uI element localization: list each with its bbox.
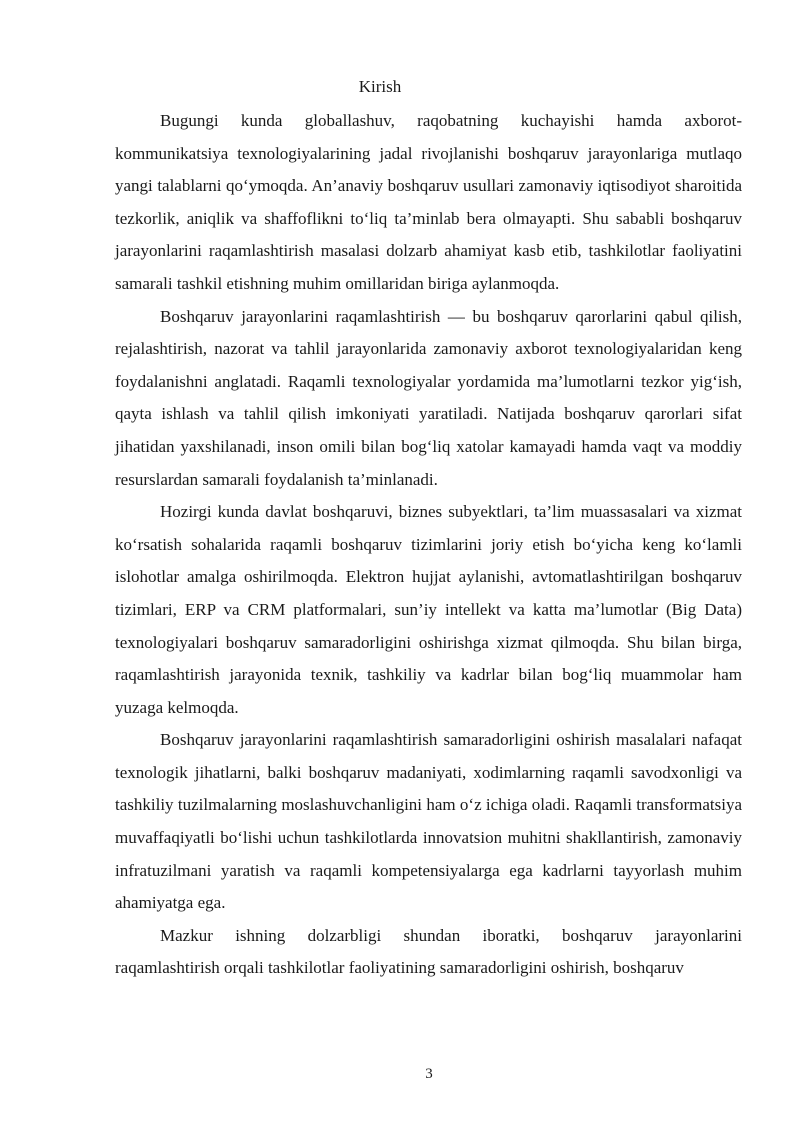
paragraph: Mazkur ishning dolzarbligi shundan iboratki, boshqaruv jarayonlarini raqamlashtirish orqali tashkilotlar faoliyatining samaradorligini oshirish, boshqaruv: [115, 925, 742, 978]
body-text: [115, 105, 742, 985]
paragraph: Boshqaruv jarayonlarini raqamlashtirish samaradorligini oshirish masalalari nafaqat texnologik jihatlarni, balki boshqaruv madaniyati, xodimlarning raqamli savodxonligi va tashkiliy tuzilmalarning moslashuvchanligini ham o‘z ichiga oladi. Raqamli transformatsiya muvaffaqiyatli bo‘lishi uchun tashkilotlarda innovatsion muhitni shakllantirish, zamonaviy infratuzilmani yaratish va raqamli kompetensiyalarga ega kadrlarni tayyorlash muhim ahamiyatga ega.: [115, 730, 742, 913]
paragraph: Bugungi kunda globallashuv, raqobatning kuchayishi hamda axborot-kommunikatsiya texnologiyalarining jadal rivojlanishi boshqaruv jarayonlariga mutlaqo yangi talablarni qo‘ymoqda. An’anaviy boshqaruv usullari zamonaviy iqtisodiyot sharoitida tezkorlik, aniqlik va shaffoflikni to‘liq ta’minlab bera olmayapti. Shu sababli boshqaruv jarayonlarini raqamlashtirish masalasi dolzarb ahamiyat kasb etib, tashkilotlar faoliyatini samarali tashkil etishning muhim omillaridan biriga aylanmoqda.: [115, 111, 742, 293]
paragraph: Boshqaruv jarayonlarini raqamlashtirish — bu boshqaruv qarorlarini qabul qilish, rejalashtirish, nazorat va tahlil jarayonlarida zamonaviy axborot texnologiyalaridan keng foydalanishni anglatadi. Raqamli texnologiyalar yordamida ma’lumotlarni tezkor yig‘ish, qayta ishlash va tahlil qilish imkoniyati yaratiladi. Natijada boshqaruv qarorlari sifat jihatidan yaxshilanadi, inson omili bilan bog‘liq xatolar kamayadi hamda vaqt va moddiy resurslardan samarali foydalanish ta’minlanadi.: [115, 306, 742, 489]
paragraph: Hozirgi kunda davlat boshqaruvi, biznes subyektlari, ta’lim muassasalari va xizmat ko‘rsatish sohalarida raqamli boshqaruv tizimlarini joriy etish bo‘yicha keng ko‘lamli islohotlar amalga oshirilmoqda. Elektron hujjat aylanishi, avtomatlashtirilgan boshqaruv tizimlari, ERP va CRM platformalari, sun’iy intellekt va katta ma’lumotlar (Big Data) texnologiyalari boshqaruv samaradorligini oshirishga xizmat qilmoqda. Shu bilan birga, raqamlashtirish jarayonida texnik, tashkiliy va kadrlar bilan bog‘liq muammolar ham yuzaga kelmoqda.: [115, 502, 742, 717]
page-number: 3: [425, 1066, 433, 1082]
section-heading: Kirish: [358, 77, 402, 96]
